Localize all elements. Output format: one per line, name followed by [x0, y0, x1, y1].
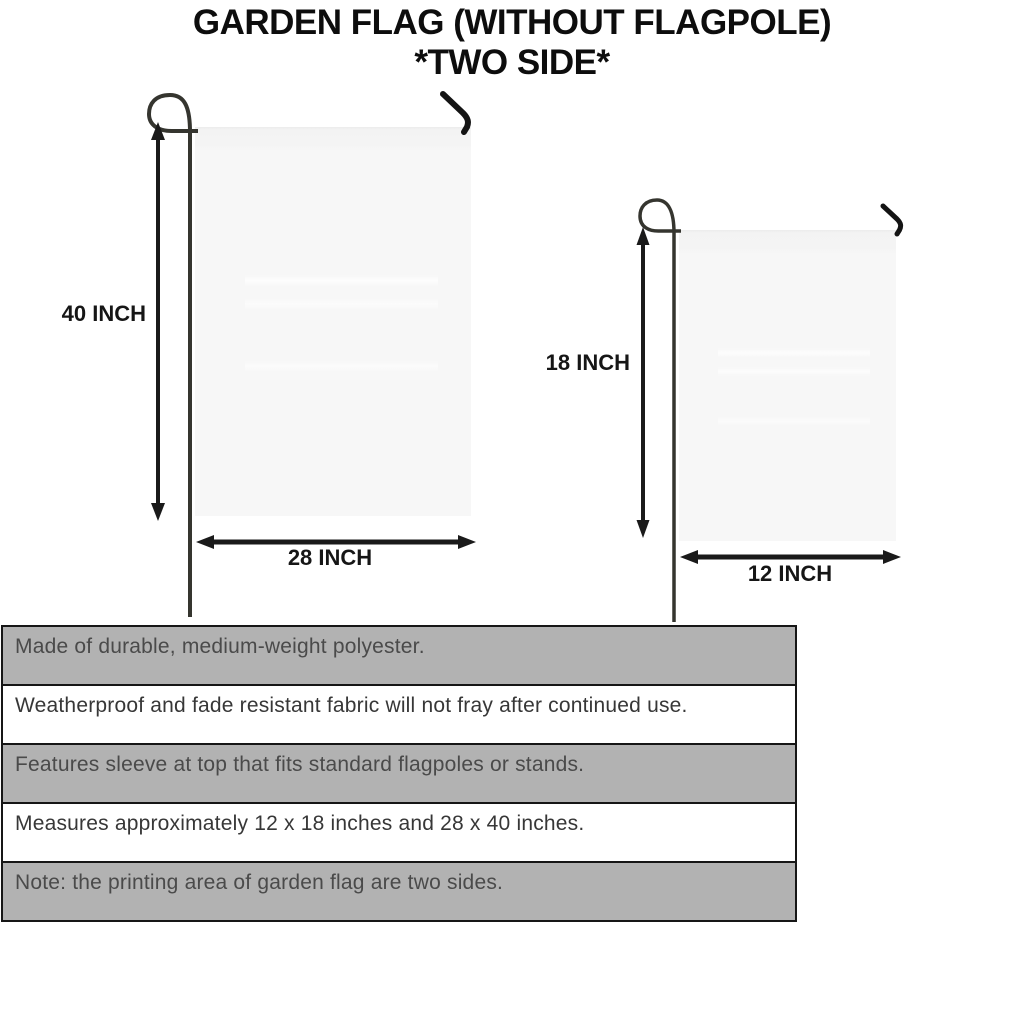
large-flag-height-arrow-icon: [151, 122, 165, 521]
large-flag-height-label: 40 INCH: [61, 301, 146, 326]
feature-text: Measures approximately 12 x 18 inches and 28 x 40 inches.: [15, 812, 585, 835]
small-flag-hook-icon: [883, 206, 901, 234]
feature-text: Note: the printing area of garden flag are two sides.: [15, 871, 504, 894]
large-flag-hook-icon: [443, 94, 468, 132]
small-flag-height-label: 18 INCH: [545, 350, 630, 375]
page-title: GARDEN FLAG (WITHOUT FLAGPOLE): [192, 3, 832, 42]
small-flagpole-icon: [640, 200, 681, 622]
feature-row-sleeve: [3, 743, 795, 802]
feature-text: Weatherproof and fade resistant fabric will not fray after continued use.: [15, 694, 688, 717]
feature-text: Made of durable, medium-weight polyester.: [15, 635, 425, 658]
feature-row-note: [3, 861, 795, 920]
feature-row-weatherproof: [3, 684, 795, 743]
large-flag-width-label: 28 INCH: [287, 545, 373, 570]
small-flag-width-label: 12 INCH: [747, 561, 833, 586]
small-flag-height-arrow-icon: [637, 227, 650, 538]
features-table: [1, 625, 797, 922]
page-subtitle: *TWO SIDE*: [414, 43, 610, 82]
feature-text: Features sleeve at top that fits standard flagpoles or stands.: [15, 753, 585, 776]
feature-row-material: [3, 627, 795, 684]
feature-row-measures: [3, 802, 795, 861]
